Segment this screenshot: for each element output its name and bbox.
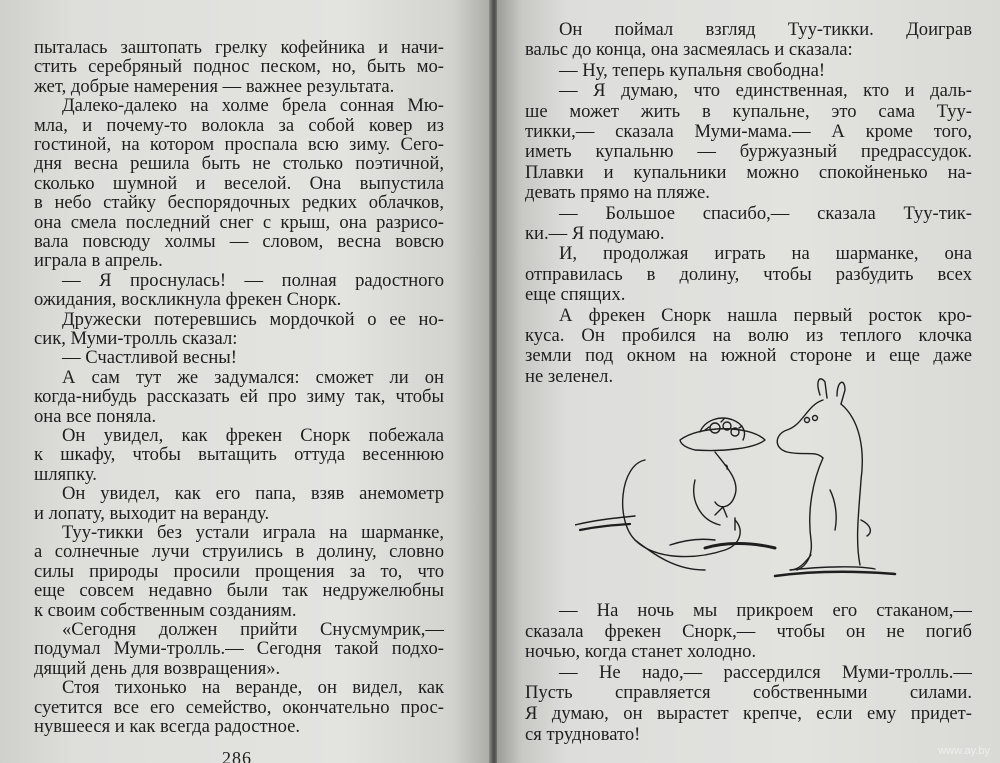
text-line: «Сегодня должен прийти Снусмумрик,— — [62, 619, 444, 640]
text-line: сказала фрекен Снорк,— чтобы он не погиб — [525, 620, 972, 642]
text-line: вальс до конца, она засмеялась и сказала: — [525, 39, 853, 61]
text-line: в небо стайку беспорядочных редких облачков, — [34, 192, 444, 214]
text-line: — Большое спасибо,— сказала Туу-тик- — [559, 202, 972, 224]
text-line: И, продолжая играть на шарманке, она — [559, 243, 972, 265]
text-line: к шкафу, чтобы вытащить оттуда весеннюю — [34, 444, 444, 466]
text-line: а солнечные лучи струились в долину, словно — [34, 541, 444, 563]
text-line: Дружески потеревшись мордочкой о ее но- — [62, 308, 444, 330]
text-line: — На ночь мы прикроем его стаканом,— — [559, 600, 972, 621]
text-line: стить серебряный поднос песком, но, быть мо- — [34, 56, 444, 78]
text-line: Стоя тихонько на веранде, он видел, как — [62, 677, 444, 699]
text-line: ночью, когда станет холодно. — [525, 641, 757, 663]
text-line: Он увидел, как фрекен Снорк побежала — [62, 425, 444, 446]
text-line: дящий день для возвращения». — [34, 657, 281, 679]
text-line: тикки,— сказала Муми-мама.— А кроме того, — [525, 121, 972, 142]
moomin-illustration — [575, 370, 905, 590]
text-line: Далеко-далеко на холме брела сонная Мю- — [62, 95, 444, 117]
text-line: иметь купальню — буржуазный предрассудок. — [525, 141, 972, 163]
text-line: играла в апрель. — [34, 250, 163, 272]
text-line: не зеленел. — [525, 365, 614, 387]
text-line: — Я думаю, что единственная, кто и даль- — [559, 80, 972, 102]
text-line: дня весна решила быть не столько поэтичной, — [34, 153, 444, 175]
text-line: А фрекен Снорк нашла первый росток кро- — [559, 304, 972, 326]
text-line: мла, и почему-то волокла за собой ковер из — [34, 114, 444, 136]
text-line: ожидания, воскликнула фрекен Снорк. — [34, 289, 342, 311]
text-line: девать прямо на пляже. — [525, 182, 710, 204]
text-line: Плавки и купальники можно спокойненько на- — [525, 161, 972, 183]
left-page — [0, 0, 492, 763]
text-line: А сам тут же задумался: сможет ли он — [62, 366, 444, 388]
text-line: — Ну, теперь купальня свободна! — [559, 59, 826, 81]
text-line: Он поймал взгляд Туу-тикки. Доиграв — [559, 19, 972, 40]
text-line: еще совсем недавно были так недружелюбны — [34, 580, 444, 602]
text-line: силы природы просили прощения за то, что — [34, 560, 444, 582]
text-line: она смела последний снег с крыш, она разрисо- — [34, 211, 444, 233]
text-line: нувшееся и как всегда радостное. — [34, 716, 301, 737]
text-line: Пусть справляется собственными силами. — [525, 682, 972, 704]
text-line: суетится все его семейство, окончательно прос- — [34, 696, 444, 718]
text-line: сик, Муми-тролль сказал: — [34, 328, 238, 349]
text-line: — Я проснулась! — полная радостного — [62, 269, 444, 291]
text-line: она все поняла. — [34, 405, 157, 427]
text-line: земли под окном на южной стороне и еще даже — [525, 345, 972, 367]
text-line: ся трудновато! — [525, 723, 641, 745]
text-line: вала повсюду холмы — словом, весна вовсю — [34, 231, 444, 252]
text-line: когда-нибудь рассказать ей про зиму так, чтобы — [34, 386, 444, 408]
text-line: гостиной, на котором проспала всю зиму. Сего- — [34, 134, 444, 155]
text-line: куса. Он пробился на волю из теплого клочка — [525, 325, 972, 346]
text-line: ки.— Я подумаю. — [525, 223, 665, 244]
text-line: жет, добрые намерения — важнее результата. — [34, 75, 395, 97]
text-line: отправилась в долину, чтобы разбудить всех — [525, 263, 972, 285]
text-line: — Счастливой весны! — [62, 347, 237, 369]
text-line: ше может жить в купальне, это сама Туу- — [525, 100, 972, 122]
text-line: и лопату, выходит на веранду. — [34, 502, 270, 524]
text-line: к своим собственным созданиям. — [34, 599, 297, 621]
text-line: Я думаю, он вырастет крепче, если ему придет- — [525, 703, 972, 724]
text-line: пыталась заштопать грелку кофейника и начи- — [34, 37, 444, 58]
watermark: www.ay.by — [938, 745, 990, 757]
text-line: сколько шумной и веселой. Она выпустила — [34, 172, 444, 194]
right-page — [497, 0, 1000, 763]
text-line: шляпку. — [34, 463, 97, 485]
text-line: подумал Муми-тролль.— Сегодня такой подхо- — [34, 638, 444, 660]
text-line: Он увидел, как его папа, взяв анемометр — [62, 483, 444, 505]
text-line: еще спящих. — [525, 284, 626, 306]
text-line: Туу-тикки без устали играла на шарманке, — [62, 522, 444, 543]
page-number: 286 — [222, 748, 252, 763]
text-line: — Не надо,— рассердился Муми-тролль.— — [559, 661, 972, 683]
